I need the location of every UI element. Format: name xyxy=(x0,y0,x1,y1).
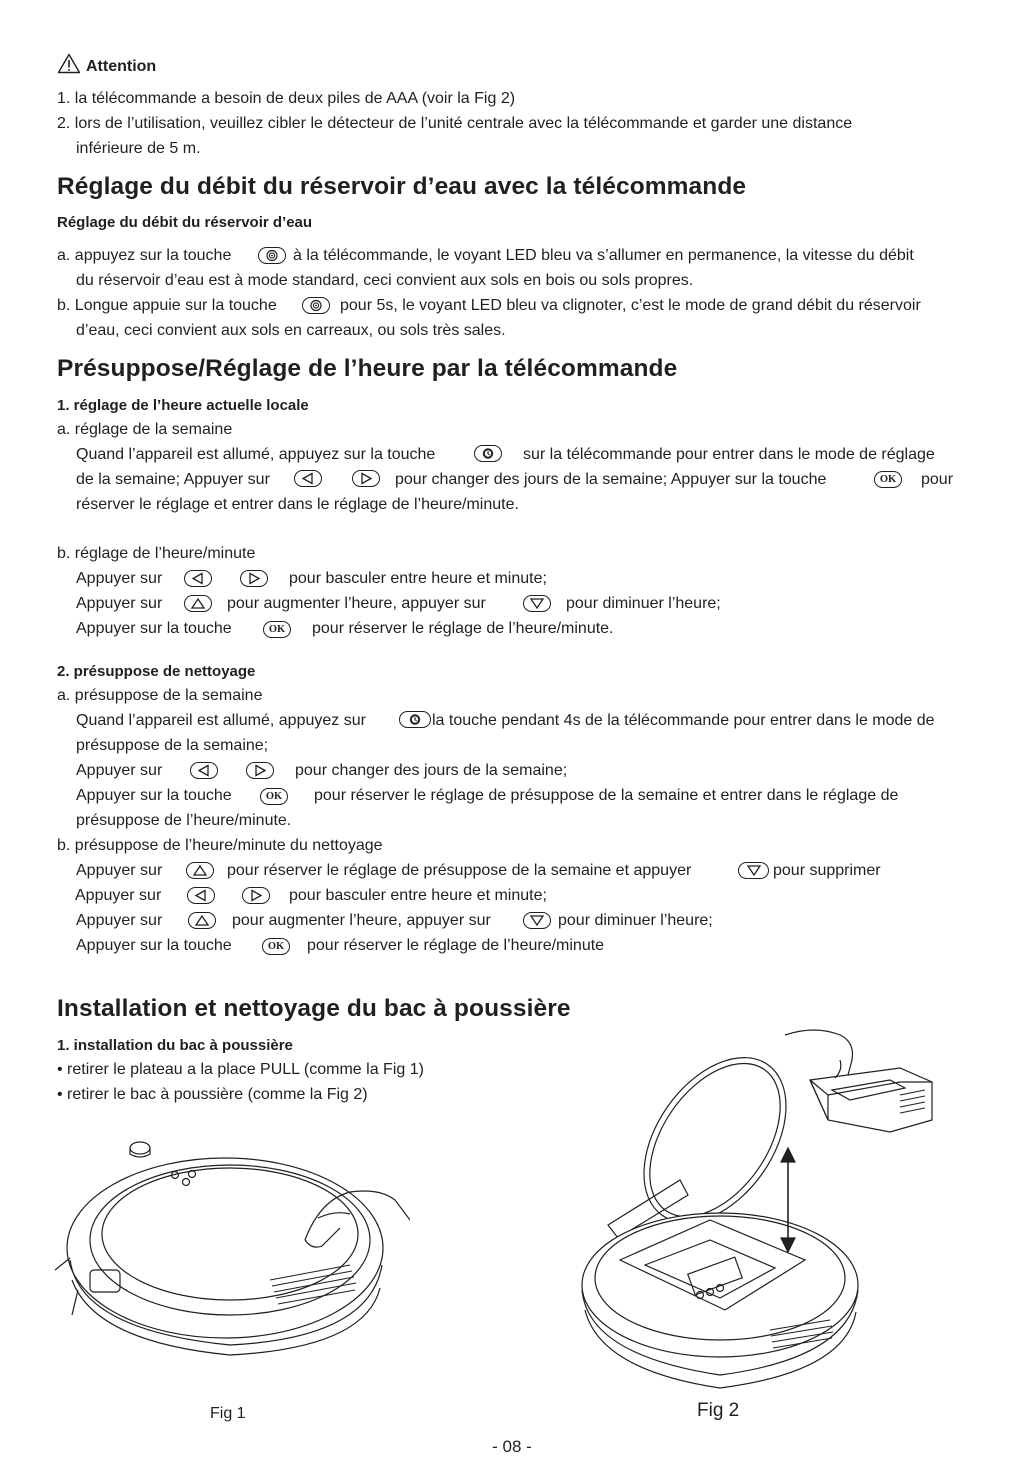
time-s1a-title: a. réglage de la semaine xyxy=(57,421,233,438)
down-key-icon xyxy=(523,595,551,612)
down-key-icon xyxy=(523,912,551,929)
dust-bullet-2: • retirer le bac à poussière (comme la Fig 2) xyxy=(57,1086,368,1103)
time-s1b-l2-post: pour diminuer l’heure; xyxy=(566,595,721,612)
time-s1a-l3: réserver le réglage et entrer dans le réglage de l’heure/minute. xyxy=(76,496,519,513)
right-key-icon xyxy=(352,470,380,487)
left-key-icon xyxy=(187,887,215,904)
time-s2b-l3-post: pour diminuer l’heure; xyxy=(558,912,713,929)
water-a-l2: du réservoir d’eau est à mode standard, ceci convient aux sols en bois ou sols propres. xyxy=(76,272,694,289)
robot-vacuum-fig1-illustration xyxy=(50,1130,410,1370)
dust-s1-title: 1. installation du bac à poussière xyxy=(57,1037,293,1054)
dust-heading: Installation et nettoyage du bac à poussière xyxy=(57,995,571,1022)
attention-item-2: 2. lors de l’utilisation, veuillez cibler le détecteur de l’unité centrale avec la télécommande et garder une distance xyxy=(57,115,853,132)
left-key-icon xyxy=(294,470,322,487)
time-s1b-title: b. réglage de l’heure/minute xyxy=(57,545,256,562)
down-key-icon xyxy=(738,862,769,879)
time-s2a-l5: présuppose de l’heure/minute. xyxy=(76,812,292,829)
up-key-icon xyxy=(186,862,214,879)
water-flow-key-icon xyxy=(258,247,286,264)
time-s2b-l4-pre: Appuyer sur la touche xyxy=(76,937,232,954)
right-key-icon xyxy=(240,570,268,587)
time-s2a-l4-post: pour réserver le réglage de présuppose de la semaine et entrer dans le réglage de xyxy=(314,787,899,804)
time-s1a-l2-mid: pour changer des jours de la semaine; Appuyer sur la touche xyxy=(395,471,827,488)
time-heading: Présuppose/Réglage de l’heure par la télécommande xyxy=(57,355,678,382)
time-s2a-l2: présuppose de la semaine; xyxy=(76,737,269,754)
up-key-icon xyxy=(184,595,212,612)
time-s2b-l1-post: pour supprimer xyxy=(773,862,881,879)
time-s1b-l3-post: pour réserver le réglage de l’heure/minute. xyxy=(312,620,614,637)
robot-vacuum-fig2-illustration xyxy=(560,1020,935,1400)
up-key-icon xyxy=(188,912,216,929)
time-s1b-l1-post: pour basculer entre heure et minute; xyxy=(289,570,547,587)
clock-key-icon xyxy=(474,445,502,462)
ok-key-icon: OK xyxy=(874,471,902,488)
dust-bullet-1: • retirer le plateau a la place PULL (comme la Fig 1) xyxy=(57,1061,424,1078)
time-s1a-l2-pre: de la semaine; Appuyer sur xyxy=(76,471,270,488)
time-s1-title: 1. réglage de l’heure actuelle locale xyxy=(57,397,309,414)
clock-key-icon xyxy=(399,711,431,728)
water-flow-key-icon xyxy=(302,297,330,314)
time-s2a-l4-pre: Appuyer sur la touche xyxy=(76,787,232,804)
time-s2b-l2-pre: Appuyer sur xyxy=(75,887,162,904)
time-s1a-l1-post: sur la télécommande pour entrer dans le mode de réglage xyxy=(523,446,935,463)
time-s2b-l3-pre: Appuyer sur xyxy=(76,912,163,929)
attention-item-2-cont: inférieure de 5 m. xyxy=(76,140,201,157)
water-a-post: à la télécommande, le voyant LED bleu va s’allumer en permanence, la vitesse du débit xyxy=(293,247,914,264)
water-subheading: Réglage du débit du réservoir d’eau xyxy=(57,214,313,231)
time-s2b-l1-mid: pour réserver le réglage de présuppose de la semaine et appuyer xyxy=(227,862,692,879)
fig1-caption: Fig 1 xyxy=(210,1405,246,1422)
water-heading: Réglage du débit du réservoir d’eau avec la télécommande xyxy=(57,173,747,200)
ok-key-icon: OK xyxy=(263,621,291,638)
time-s2b-title: b. présuppose de l’heure/minute du nettoyage xyxy=(57,837,383,854)
right-key-icon xyxy=(242,887,270,904)
time-s2b-l1-pre: Appuyer sur xyxy=(76,862,163,879)
warning-icon xyxy=(57,53,81,74)
ok-key-icon: OK xyxy=(260,788,288,805)
left-key-icon xyxy=(184,570,212,587)
time-s2a-l3-post: pour changer des jours de la semaine; xyxy=(295,762,568,779)
right-key-icon xyxy=(246,762,274,779)
time-s2b-l3-mid: pour augmenter l’heure, appuyer sur xyxy=(232,912,491,929)
water-b-l2: d’eau, ceci convient aux sols en carreaux, ou sols très sales. xyxy=(76,322,506,339)
time-s1a-l2-post: pour xyxy=(921,471,954,488)
time-s2a-l1-pre: Quand l’appareil est allumé, appuyez sur xyxy=(76,712,366,729)
time-s1b-l3-pre: Appuyer sur la touche xyxy=(76,620,232,637)
time-s1b-l2-pre: Appuyer sur xyxy=(76,595,163,612)
page-number: - 08 - xyxy=(492,1437,532,1456)
time-s2a-title: a. présuppose de la semaine xyxy=(57,687,263,704)
time-s1b-l1-pre: Appuyer sur xyxy=(76,570,163,587)
fig2-caption: Fig 2 xyxy=(697,1400,740,1421)
attention-item-1: 1. la télécommande a besoin de deux piles de AAA (voir la Fig 2) xyxy=(57,90,516,107)
time-s1a-l1-pre: Quand l’appareil est allumé, appuyez sur la touche xyxy=(76,446,436,463)
left-key-icon xyxy=(190,762,218,779)
time-s1b-l2-mid: pour augmenter l’heure, appuyer sur xyxy=(227,595,486,612)
time-s2b-l4-post: pour réserver le réglage de l’heure/minute xyxy=(307,937,605,954)
time-s2a-l3-pre: Appuyer sur xyxy=(76,762,163,779)
time-s2-title: 2. présuppose de nettoyage xyxy=(57,663,256,680)
water-a-pre: a. appuyez sur la touche xyxy=(57,247,232,264)
ok-key-icon: OK xyxy=(262,938,290,955)
time-s2a-l1-post: la touche pendant 4s de la télécommande pour entrer dans le mode de xyxy=(432,712,935,729)
time-s2b-l2-post: pour basculer entre heure et minute; xyxy=(289,887,547,904)
attention-title: Attention xyxy=(86,58,157,75)
water-b-post: pour 5s, le voyant LED bleu va clignoter, c’est le mode de grand débit du réservoir xyxy=(340,297,921,314)
water-b-pre: b. Longue appuie sur la touche xyxy=(57,297,277,314)
